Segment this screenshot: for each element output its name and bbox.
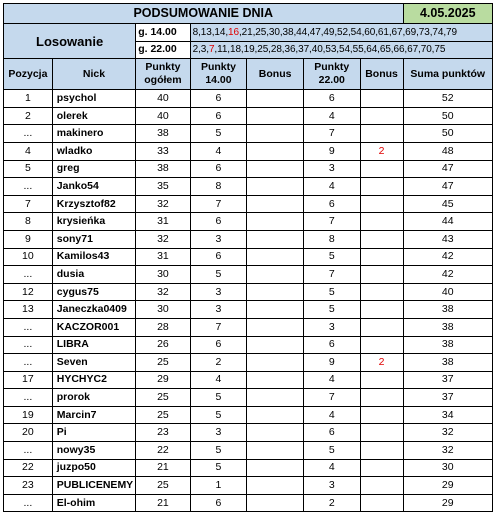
points-14-cell: 5 (190, 406, 247, 424)
draw-number: 40 (311, 44, 323, 56)
sheet-title: PODSUMOWANIE DNIA (4, 4, 404, 24)
draw-number: 67 (407, 44, 419, 56)
points-22-cell: 2 (303, 494, 360, 512)
table-row (4, 442, 493, 460)
bonus-1-cell (247, 230, 304, 248)
draw-number: 69 (405, 26, 417, 38)
bonus-2-cell (360, 178, 403, 196)
bonus-2-cell (360, 477, 403, 495)
nick-cell: cygus75 (52, 283, 135, 301)
summary-sheet (3, 3, 493, 512)
total-points-cell: 38 (136, 125, 190, 143)
total-points-cell: 38 (136, 160, 190, 178)
bonus-1-cell (247, 424, 304, 442)
bonus-2-cell (360, 336, 403, 354)
sum-cell: 32 (403, 442, 493, 460)
bonus-1-cell (247, 142, 304, 160)
bonus-1-cell (247, 160, 304, 178)
total-points-cell: 23 (136, 424, 190, 442)
table-row (4, 213, 493, 231)
table-row (4, 90, 493, 108)
nick-cell: juzpo50 (52, 459, 135, 477)
sum-cell: 37 (403, 371, 493, 389)
points-22-cell: 9 (303, 354, 360, 372)
draw-number: 2 (192, 44, 199, 56)
nick-cell: PUBLICENEMY (52, 477, 135, 495)
nick-cell: Janeczka0409 (52, 301, 135, 319)
points-22-cell: 4 (303, 178, 360, 196)
draw-number: 54 (338, 44, 350, 56)
losowanie-label: Losowanie (4, 24, 136, 59)
position-cell: 1 (4, 90, 53, 108)
points-22-cell: 4 (303, 406, 360, 424)
table-row (4, 266, 493, 284)
points-14-cell: 7 (190, 195, 247, 213)
draw-number: 44 (296, 26, 308, 38)
bonus-1-cell (247, 283, 304, 301)
draw-1-label: g. 14.00 (136, 24, 190, 42)
draw-number: 3 (200, 44, 207, 56)
points-22-cell: 6 (303, 336, 360, 354)
table-row (4, 389, 493, 407)
nick-cell: prorok (52, 389, 135, 407)
draw-number: 18 (229, 44, 241, 56)
summary-table (3, 3, 493, 512)
position-cell: ... (4, 125, 53, 143)
points-14-cell: 3 (190, 283, 247, 301)
total-points-cell: 32 (136, 283, 190, 301)
points-22-cell: 3 (303, 160, 360, 178)
nick-cell: psychol (52, 90, 135, 108)
sum-cell: 43 (403, 230, 493, 248)
position-cell: 4 (4, 142, 53, 160)
position-cell: ... (4, 318, 53, 336)
sum-cell: 38 (403, 318, 493, 336)
draw-2-label: g. 22.00 (136, 41, 190, 59)
nick-cell: greg (52, 160, 135, 178)
draw-number: 61 (377, 26, 389, 38)
points-22-cell: 3 (303, 477, 360, 495)
points-14-cell: 1 (190, 477, 247, 495)
points-14-cell: 3 (190, 301, 247, 319)
nick-cell: olerek (52, 107, 135, 125)
points-22-cell: 6 (303, 195, 360, 213)
total-points-cell: 25 (136, 477, 190, 495)
nick-cell: El-ohim (52, 494, 135, 512)
points-22-cell: 4 (303, 107, 360, 125)
sum-cell: 38 (403, 354, 493, 372)
draw-number: 70 (420, 44, 432, 56)
bonus-1-cell (247, 213, 304, 231)
bonus-1-cell (247, 477, 304, 495)
nick-cell: dusia (52, 266, 135, 284)
draw-number: 37 (298, 44, 310, 56)
position-cell: ... (4, 354, 53, 372)
bonus-1-cell (247, 318, 304, 336)
sum-cell: 30 (403, 459, 493, 477)
position-cell: 23 (4, 477, 53, 495)
table-row (4, 107, 493, 125)
position-cell: ... (4, 336, 53, 354)
header-bonus-2: Bonus (360, 59, 403, 90)
total-points-cell: 29 (136, 371, 190, 389)
bonus-1-cell (247, 406, 304, 424)
total-points-cell: 31 (136, 213, 190, 231)
sum-cell: 47 (403, 160, 493, 178)
position-cell: 19 (4, 406, 53, 424)
nick-cell: sony71 (52, 230, 135, 248)
points-14-cell: 4 (190, 371, 247, 389)
draw-number: 11 (217, 44, 228, 56)
sum-cell: 52 (403, 90, 493, 108)
points-22-cell: 7 (303, 213, 360, 231)
sum-cell: 29 (403, 494, 493, 512)
total-points-cell: 28 (136, 318, 190, 336)
points-22-cell: 4 (303, 459, 360, 477)
bonus-2-cell (360, 459, 403, 477)
table-row (4, 354, 493, 372)
total-points-cell: 30 (136, 301, 190, 319)
points-22-cell: 7 (303, 389, 360, 407)
position-cell: 10 (4, 248, 53, 266)
points-22-cell: 5 (303, 283, 360, 301)
draw-number: 65 (379, 44, 391, 56)
nick-cell: Seven (52, 354, 135, 372)
table-row (4, 371, 493, 389)
total-points-cell: 22 (136, 442, 190, 460)
table-row (4, 459, 493, 477)
draw-number: 13 (200, 26, 212, 38)
sum-cell: 38 (403, 301, 493, 319)
sum-cell: 42 (403, 248, 493, 266)
bonus-2-cell (360, 494, 403, 512)
bonus-2-cell (360, 195, 403, 213)
draw-number: 53 (325, 44, 337, 56)
table-row (4, 301, 493, 319)
total-points-cell: 32 (136, 195, 190, 213)
points-14-cell: 7 (190, 318, 247, 336)
bonus-1-cell (247, 442, 304, 460)
total-points-cell: 26 (136, 336, 190, 354)
bonus-2-cell: 2 (360, 354, 403, 372)
table-row (4, 142, 493, 160)
total-points-cell: 21 (136, 494, 190, 512)
points-22-cell: 7 (303, 125, 360, 143)
draw-number: 54 (350, 26, 362, 38)
bonus-1-cell (247, 178, 304, 196)
table-row (4, 195, 493, 213)
table-row (4, 318, 493, 336)
nick-cell: nowy35 (52, 442, 135, 460)
header-nick: Nick (52, 59, 135, 90)
table-row (4, 424, 493, 442)
bonus-1-cell (247, 354, 304, 372)
header-punkty-14: Punkty 14.00 (190, 59, 247, 90)
points-14-cell: 5 (190, 442, 247, 460)
draw-number: 8 (192, 26, 199, 38)
table-row (4, 477, 493, 495)
bonus-2-cell (360, 230, 403, 248)
bonus-1-cell (247, 195, 304, 213)
points-14-cell: 5 (190, 266, 247, 284)
total-points-cell: 25 (136, 389, 190, 407)
points-22-cell: 9 (303, 142, 360, 160)
position-cell: ... (4, 494, 53, 512)
total-points-cell: 35 (136, 178, 190, 196)
sum-cell: 37 (403, 389, 493, 407)
total-points-cell: 30 (136, 266, 190, 284)
bonus-1-cell (247, 336, 304, 354)
draw-number: 38 (282, 26, 294, 38)
bonus-2-cell (360, 406, 403, 424)
draw-number: 19 (243, 44, 255, 56)
points-22-cell: 4 (303, 371, 360, 389)
bonus-2-cell (360, 248, 403, 266)
draw-number: 30 (268, 26, 280, 38)
bonus-2-cell (360, 266, 403, 284)
position-cell: ... (4, 266, 53, 284)
points-22-cell: 6 (303, 90, 360, 108)
position-cell: 8 (4, 213, 53, 231)
position-cell: ... (4, 442, 53, 460)
position-cell: 22 (4, 459, 53, 477)
sum-cell: 32 (403, 424, 493, 442)
draw-number: 25 (255, 26, 267, 38)
bonus-2-cell (360, 424, 403, 442)
header-bonus-1: Bonus (247, 59, 304, 90)
draw-number: 79 (446, 26, 457, 38)
points-14-cell: 6 (190, 494, 247, 512)
bonus-2-cell (360, 283, 403, 301)
total-points-cell: 31 (136, 248, 190, 266)
results-body (4, 90, 493, 512)
draw-row-1 (4, 24, 493, 42)
table-row (4, 494, 493, 512)
draw-number: 28 (270, 44, 282, 56)
points-22-cell: 6 (303, 424, 360, 442)
position-cell: 20 (4, 424, 53, 442)
points-14-cell: 3 (190, 424, 247, 442)
sum-cell: 34 (403, 406, 493, 424)
bonus-1-cell (247, 266, 304, 284)
nick-cell: HYCHYC2 (52, 371, 135, 389)
bonus-2-cell (360, 107, 403, 125)
points-14-cell: 5 (190, 459, 247, 477)
points-14-cell: 4 (190, 142, 247, 160)
draw-number: 73 (418, 26, 430, 38)
draw-number: 7 (208, 44, 215, 56)
bonus-1-cell (247, 389, 304, 407)
points-14-cell: 8 (190, 178, 247, 196)
points-22-cell: 8 (303, 230, 360, 248)
points-14-cell: 6 (190, 160, 247, 178)
header-pozycja: Pozycja (4, 59, 53, 90)
sum-cell: 38 (403, 336, 493, 354)
draw-number: 47 (309, 26, 321, 38)
draw-number: 14 (214, 26, 226, 38)
draw-number: 66 (393, 44, 405, 56)
bonus-2-cell (360, 371, 403, 389)
points-14-cell: 6 (190, 90, 247, 108)
table-row (4, 230, 493, 248)
total-points-cell: 32 (136, 230, 190, 248)
position-cell: 12 (4, 283, 53, 301)
draw-number: 52 (337, 26, 348, 38)
table-row (4, 178, 493, 196)
points-14-cell: 3 (190, 230, 247, 248)
sum-cell: 44 (403, 213, 493, 231)
table-row (4, 283, 493, 301)
bonus-2-cell (360, 213, 403, 231)
points-22-cell: 5 (303, 442, 360, 460)
table-row (4, 160, 493, 178)
draw-number: 36 (284, 44, 296, 56)
total-points-cell: 25 (136, 354, 190, 372)
position-cell: ... (4, 178, 53, 196)
sum-cell: 48 (403, 142, 493, 160)
nick-cell: Kamilos43 (52, 248, 135, 266)
position-cell: 7 (4, 195, 53, 213)
nick-cell: Pi (52, 424, 135, 442)
header-row (4, 59, 493, 90)
sheet-date: 4.05.2025 (403, 4, 493, 24)
draw-2-numbers: 2,3,7,11,18,19,25,28,36,37,40,53,54,55,64,65,66,67,70,75 (190, 41, 492, 59)
header-punkty-ogolem: Punkty ogółem (136, 59, 190, 90)
points-14-cell: 6 (190, 336, 247, 354)
title-row (4, 4, 493, 24)
bonus-2-cell (360, 90, 403, 108)
sum-cell: 45 (403, 195, 493, 213)
nick-cell: Krzysztof82 (52, 195, 135, 213)
sum-cell: 29 (403, 477, 493, 495)
draw-number: 64 (366, 44, 378, 56)
total-points-cell: 25 (136, 406, 190, 424)
nick-cell: Marcin7 (52, 406, 135, 424)
table-row (4, 406, 493, 424)
bonus-1-cell (247, 494, 304, 512)
bonus-1-cell (247, 90, 304, 108)
bonus-1-cell (247, 459, 304, 477)
points-14-cell: 5 (190, 125, 247, 143)
points-22-cell: 5 (303, 248, 360, 266)
table-row (4, 125, 493, 143)
nick-cell: LIBRA (52, 336, 135, 354)
draw-number: 60 (364, 26, 376, 38)
bonus-2-cell: 2 (360, 142, 403, 160)
sum-cell: 47 (403, 178, 493, 196)
bonus-2-cell (360, 442, 403, 460)
position-cell: 17 (4, 371, 53, 389)
total-points-cell: 40 (136, 107, 190, 125)
nick-cell: wladko (52, 142, 135, 160)
nick-cell: krysieńka (52, 213, 135, 231)
position-cell: 13 (4, 301, 53, 319)
bonus-1-cell (247, 248, 304, 266)
points-22-cell: 5 (303, 301, 360, 319)
draw-1-numbers: 8,13,14,16,21,25,30,38,44,47,49,52,54,60,61,67,69,73,74,79 (190, 24, 492, 42)
table-row (4, 336, 493, 354)
total-points-cell: 33 (136, 142, 190, 160)
draw-number: 49 (323, 26, 335, 38)
bonus-2-cell (360, 389, 403, 407)
draw-number: 55 (352, 44, 364, 56)
draw-number: 16 (228, 26, 239, 38)
sum-cell: 42 (403, 266, 493, 284)
points-14-cell: 6 (190, 248, 247, 266)
bonus-1-cell (247, 301, 304, 319)
position-cell: 5 (4, 160, 53, 178)
points-14-cell: 5 (190, 389, 247, 407)
sum-cell: 40 (403, 283, 493, 301)
points-14-cell: 2 (190, 354, 247, 372)
nick-cell: Janko54 (52, 178, 135, 196)
bonus-2-cell (360, 301, 403, 319)
points-22-cell: 3 (303, 318, 360, 336)
table-row (4, 248, 493, 266)
draw-number: 67 (391, 26, 403, 38)
draw-number: 74 (432, 26, 444, 38)
bonus-2-cell (360, 318, 403, 336)
bonus-2-cell (360, 125, 403, 143)
total-points-cell: 21 (136, 459, 190, 477)
sum-cell: 50 (403, 125, 493, 143)
points-14-cell: 6 (190, 107, 247, 125)
position-cell: 9 (4, 230, 53, 248)
total-points-cell: 40 (136, 90, 190, 108)
position-cell: ... (4, 389, 53, 407)
position-cell: 2 (4, 107, 53, 125)
draw-number: 25 (257, 44, 269, 56)
bonus-1-cell (247, 125, 304, 143)
bonus-1-cell (247, 107, 304, 125)
nick-cell: makinero (52, 125, 135, 143)
draw-number: 21 (241, 26, 253, 38)
header-suma: Suma punktów (403, 59, 493, 90)
header-punkty-22: Punkty 22.00 (303, 59, 360, 90)
points-22-cell: 7 (303, 266, 360, 284)
points-14-cell: 6 (190, 213, 247, 231)
draw-number: 75 (434, 44, 446, 56)
bonus-1-cell (247, 371, 304, 389)
nick-cell: KACZOR001 (52, 318, 135, 336)
sum-cell: 50 (403, 107, 493, 125)
bonus-2-cell (360, 160, 403, 178)
